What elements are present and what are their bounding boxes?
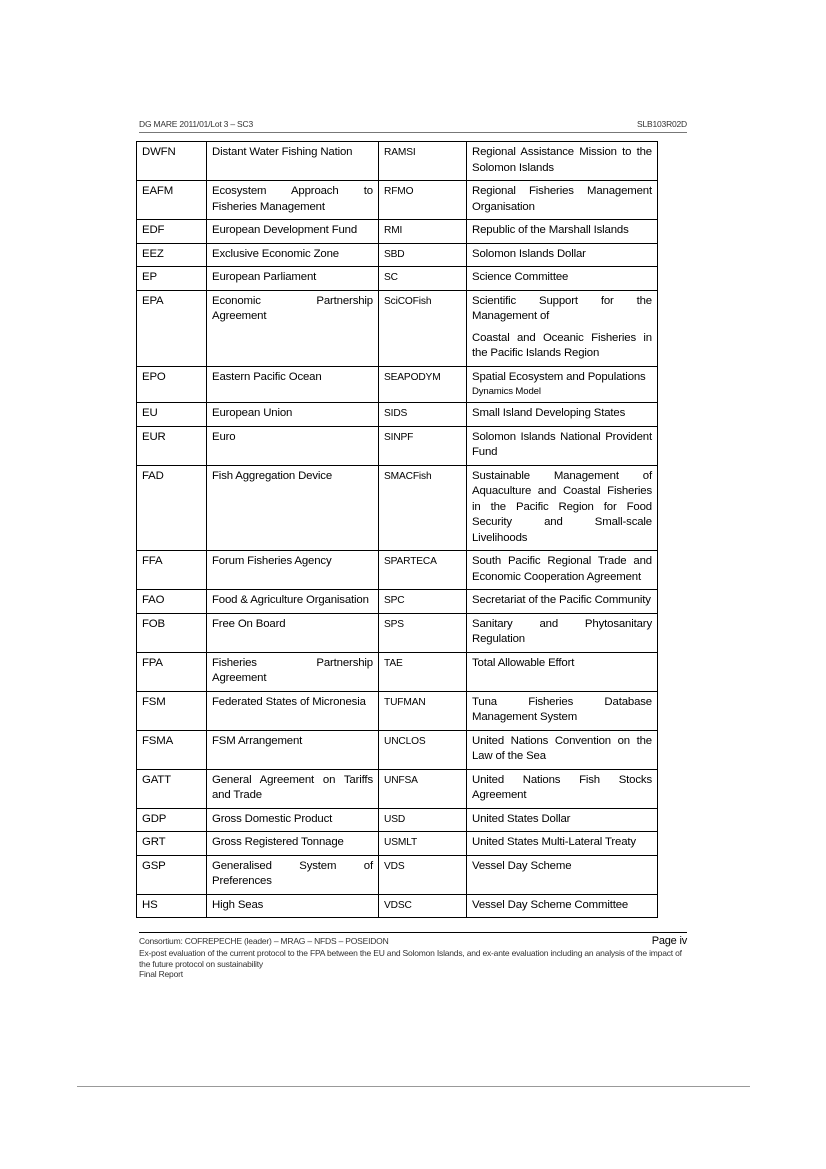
abbreviation-cell-text: FSMA — [142, 734, 174, 747]
definition-cell-text: Ecosystem Approach to Fisheries Management — [212, 185, 373, 213]
definition-cell-text: Tuna Fisheries Database Management System — [472, 695, 652, 723]
abbreviations-table-body — [137, 142, 658, 918]
abbreviation-cell-text: FSM — [142, 695, 166, 708]
table-row — [137, 267, 658, 291]
abbreviation-cell — [379, 808, 467, 832]
definition-cell-text: Gross Registered Tonnage — [212, 836, 344, 848]
definition-cell — [467, 403, 658, 427]
abbreviation-cell-text: EU — [142, 407, 158, 419]
definition-cell-text: United Nations Convention on the Law of the Sea — [472, 734, 652, 762]
abbreviation-cell — [379, 691, 467, 730]
abbreviation-cell — [137, 181, 207, 220]
definition-cell — [207, 691, 379, 730]
definition-cell-text: South Pacific Regional Trade and Economic Cooperation Agreement — [472, 555, 652, 583]
definition-cell — [207, 551, 379, 590]
abbreviation-cell — [137, 613, 207, 652]
abbreviation-cell — [137, 652, 207, 691]
definition-cell — [207, 652, 379, 691]
definition-cell-text: Forum Fisheries Agency — [212, 555, 332, 567]
table-row — [137, 769, 658, 808]
abbreviation-cell-text: TUFMAN — [384, 696, 426, 708]
definition-cell-text: Sustainable Management of Aquaculture and Coastal Fisheries in the Pacific Region for Food Security and Small-scale Livelihoods — [472, 469, 652, 544]
abbreviation-cell — [137, 220, 207, 244]
abbreviation-cell-text: SPC — [384, 595, 405, 606]
definition-cell-text: Spatial Ecosystem and Populations — [472, 370, 646, 383]
definition-cell-text: Euro — [212, 430, 236, 443]
abbreviation-cell-text: USMLT — [384, 837, 418, 848]
abbreviation-cell — [379, 426, 467, 465]
definition-cell-text: European Development Fund — [212, 224, 358, 236]
abbreviation-cell-text: GATT — [142, 773, 171, 786]
definition-cell-text: Sanitary and Phytosanitary Regulation — [472, 617, 652, 645]
definition-cell — [467, 426, 658, 465]
abbreviation-cell-text: EEZ — [142, 247, 164, 260]
abbreviation-cell-text: VDSC — [384, 899, 412, 911]
abbreviation-cell-text: FPA — [142, 656, 163, 669]
abbreviation-cell-text: GRT — [142, 836, 166, 848]
definition-cell — [467, 590, 658, 614]
footer-report-type: Final Report — [139, 969, 183, 979]
table-row — [137, 855, 658, 894]
abbreviation-cell-text: SPARTECA — [384, 556, 437, 567]
table-row — [137, 465, 658, 551]
definition-cell-text: Vessel Day Scheme Committee — [472, 898, 629, 911]
abbreviation-cell — [137, 243, 207, 267]
abbreviation-cell — [379, 590, 467, 614]
table-row — [137, 730, 658, 769]
table-row — [137, 403, 658, 427]
abbreviation-cell-text: EPA — [142, 294, 164, 307]
definition-cell — [207, 220, 379, 244]
table-row — [137, 613, 658, 652]
definition-cell — [467, 220, 658, 244]
definition-cell — [467, 551, 658, 590]
abbreviation-cell — [379, 220, 467, 244]
abbreviation-cell — [137, 142, 207, 181]
definition-continuation-text: Dynamics Model — [472, 386, 541, 397]
abbreviation-cell — [137, 426, 207, 465]
table-row — [137, 142, 658, 181]
definition-cell — [207, 181, 379, 220]
table-row — [137, 181, 658, 220]
abbreviation-cell-text: SC — [384, 272, 398, 283]
abbreviation-cell — [137, 590, 207, 614]
running-header — [139, 119, 687, 133]
table-row — [137, 691, 658, 730]
abbreviation-cell — [379, 894, 467, 918]
abbreviation-cell — [137, 290, 207, 366]
abbreviation-cell — [379, 855, 467, 894]
definition-cell — [467, 855, 658, 894]
abbreviation-cell — [137, 551, 207, 590]
table-row — [137, 366, 658, 403]
definition-cell — [207, 769, 379, 808]
abbreviation-cell-text: USD — [384, 813, 406, 825]
abbreviations-table — [136, 141, 658, 918]
abbreviation-cell-text: SINPF — [384, 431, 414, 443]
definition-cell-text: Republic of the Marshall Islands — [472, 224, 629, 236]
definition-cell — [467, 267, 658, 291]
definition-cell — [467, 142, 658, 181]
definition-cell-text: General Agreement on Tariffs and Trade — [212, 773, 373, 801]
definition-cell-text: United States Multi-Lateral Treaty — [472, 836, 636, 848]
definition-cell-text: Small Island Developing States — [472, 407, 626, 419]
abbreviation-cell — [137, 894, 207, 918]
definition-cell-text: European Parliament — [212, 271, 317, 283]
definition-cell — [207, 142, 379, 181]
abbreviation-cell — [379, 267, 467, 291]
abbreviation-cell-text: SciCOFish — [384, 295, 432, 307]
definition-cell — [467, 181, 658, 220]
abbreviation-cell — [379, 730, 467, 769]
abbreviation-cell-text: SBD — [384, 248, 405, 260]
abbreviation-cell-text: EAFM — [142, 185, 174, 197]
abbreviation-cell-text: TAE — [384, 657, 403, 669]
table-row — [137, 590, 658, 614]
abbreviation-cell — [379, 551, 467, 590]
abbreviation-cell — [379, 465, 467, 551]
definition-cell-text: Regional Fisheries Management Organisation — [472, 185, 652, 213]
abbreviation-cell — [137, 465, 207, 551]
abbreviation-cell-text: FAO — [142, 594, 165, 606]
definition-cell — [467, 769, 658, 808]
abbreviation-cell — [379, 181, 467, 220]
definition-cell-text: Total Allowable Effort — [472, 656, 575, 669]
table-row — [137, 243, 658, 267]
abbreviation-cell — [379, 652, 467, 691]
definition-cell-text: Generalised System of Preferences — [212, 859, 373, 887]
abbreviation-cell — [379, 613, 467, 652]
definition-cell — [207, 590, 379, 614]
definition-cell — [207, 403, 379, 427]
definition-cell — [207, 243, 379, 267]
definition-cell-text: High Seas — [212, 898, 264, 911]
definition-cell — [467, 832, 658, 856]
table-row — [137, 808, 658, 832]
definition-cell — [467, 808, 658, 832]
definition-cell — [207, 290, 379, 366]
definition-cell — [207, 426, 379, 465]
abbreviation-cell — [137, 267, 207, 291]
abbreviation-cell — [137, 691, 207, 730]
definition-cell-text: Distant Water Fishing Nation — [212, 146, 353, 158]
definition-cell — [467, 652, 658, 691]
abbreviation-cell-text: UNCLOS — [384, 735, 426, 747]
definition-cell-text: Fisheries Partnership Agreement — [212, 656, 373, 684]
table-row — [137, 652, 658, 691]
definition-cell — [467, 243, 658, 267]
definition-cell-text: Exclusive Economic Zone — [212, 247, 339, 260]
abbreviation-cell — [137, 769, 207, 808]
abbreviation-cell — [137, 808, 207, 832]
abbreviation-cell-text: EUR — [142, 430, 166, 443]
table-row — [137, 551, 658, 590]
footer-consortium: Consortium: COFREPECHE (leader) – MRAG – NFDS – POSEIDON — [139, 936, 389, 946]
abbreviation-cell — [379, 769, 467, 808]
table-row — [137, 894, 658, 918]
definition-cell-text: Fish Aggregation Device — [212, 469, 333, 482]
abbreviation-cell-text: RFMO — [384, 186, 414, 197]
abbreviation-cell — [137, 855, 207, 894]
table-row — [137, 220, 658, 244]
abbreviation-cell-text: EPO — [142, 370, 166, 383]
abbreviation-cell — [379, 290, 467, 366]
abbreviation-cell-text: FFA — [142, 555, 163, 567]
definition-cell — [467, 465, 658, 551]
abbreviation-cell — [379, 832, 467, 856]
definition-cell — [207, 808, 379, 832]
definition-cell — [207, 613, 379, 652]
definition-cell-text: FSM Arrangement — [212, 734, 303, 747]
table-row — [137, 426, 658, 465]
abbreviation-cell — [137, 730, 207, 769]
definition-cell-text: Federated States of Micronesia — [212, 695, 366, 708]
definition-cell — [467, 290, 658, 366]
abbreviation-cell — [379, 142, 467, 181]
definition-cell — [207, 366, 379, 403]
definition-cell-text: Secretariat of the Pacific Community — [472, 594, 651, 606]
running-footer — [139, 932, 687, 980]
definition-cell — [207, 894, 379, 918]
abbreviation-cell-text: SEAPODYM — [384, 371, 441, 383]
abbreviation-cell-text: SMACFish — [384, 470, 432, 482]
abbreviation-cell — [137, 366, 207, 403]
definition-cell — [467, 691, 658, 730]
definition-cell-text: Regional Assistance Mission to the Solomon Islands — [472, 146, 652, 174]
abbreviation-cell-text: DWFN — [142, 146, 176, 158]
abbreviation-cell-text: HS — [142, 898, 158, 911]
definition-cell — [207, 855, 379, 894]
abbreviation-cell-text: UNFSA — [384, 774, 418, 786]
page-number: Page iv — [651, 935, 687, 947]
definition-cell-text: Free On Board — [212, 617, 286, 630]
abbreviation-cell — [379, 403, 467, 427]
definition-cell-text: Science Committee — [472, 271, 569, 283]
definition-cell — [207, 832, 379, 856]
definition-cell-text: Scientific Support for the Management of — [472, 294, 652, 322]
abbreviation-cell-text: SIDS — [384, 408, 408, 419]
definition-cell-text: Eastern Pacific Ocean — [212, 370, 322, 383]
definition-cell — [207, 465, 379, 551]
definition-cell-text: Food & Agriculture Organisation — [212, 594, 369, 606]
footer-description: Ex-post evaluation of the current protocol to the FPA between the EU and Solomon Islands, and ex-ante evaluation including an analysis of the impact of the future protocol on sustainability — [139, 948, 682, 969]
table-row — [137, 290, 658, 366]
abbreviation-cell-text: EP — [142, 271, 157, 283]
abbreviation-cell-text: FOB — [142, 617, 165, 630]
page-bottom-divider — [77, 1086, 750, 1087]
definition-cell — [467, 613, 658, 652]
abbreviation-cell-text: VDS — [384, 860, 405, 872]
abbreviation-cell-text: FAD — [142, 469, 164, 482]
definition-cell-text: Solomon Islands National Provident Fund — [472, 430, 652, 458]
abbreviation-cell — [137, 832, 207, 856]
table-row — [137, 832, 658, 856]
abbreviation-cell-text: GSP — [142, 859, 166, 872]
header-document-code: SLB103R02D — [637, 119, 687, 129]
definition-cell-text: Gross Domestic Product — [212, 812, 333, 825]
definition-cell — [207, 267, 379, 291]
definition-cell — [467, 894, 658, 918]
abbreviation-cell-text: SPS — [384, 618, 404, 630]
definition-cell-text: Solomon Islands Dollar — [472, 247, 586, 260]
abbreviation-cell — [137, 403, 207, 427]
abbreviation-cell-text: EDF — [142, 224, 165, 236]
definition-cell-text: United Nations Fish Stocks Agreement — [472, 773, 652, 801]
definition-cell-text: United States Dollar — [472, 812, 571, 825]
abbreviation-cell-text: GDP — [142, 812, 167, 825]
definition-continuation-text: Coastal and Oceanic Fisheries in the Pacific Islands Region — [472, 331, 652, 359]
abbreviation-cell — [379, 366, 467, 403]
definition-cell-text: Vessel Day Scheme — [472, 859, 572, 872]
definition-cell — [207, 730, 379, 769]
definition-cell-text: Economic Partnership Agreement — [212, 294, 373, 322]
definition-cell — [467, 366, 658, 403]
definition-cell — [467, 730, 658, 769]
header-reference: DG MARE 2011/01/Lot 3 – SC3 — [139, 119, 253, 129]
abbreviation-cell — [379, 243, 467, 267]
abbreviation-cell-text: RMI — [384, 225, 403, 236]
abbreviation-cell-text: RAMSI — [384, 147, 416, 158]
definition-cell-text: European Union — [212, 407, 293, 419]
